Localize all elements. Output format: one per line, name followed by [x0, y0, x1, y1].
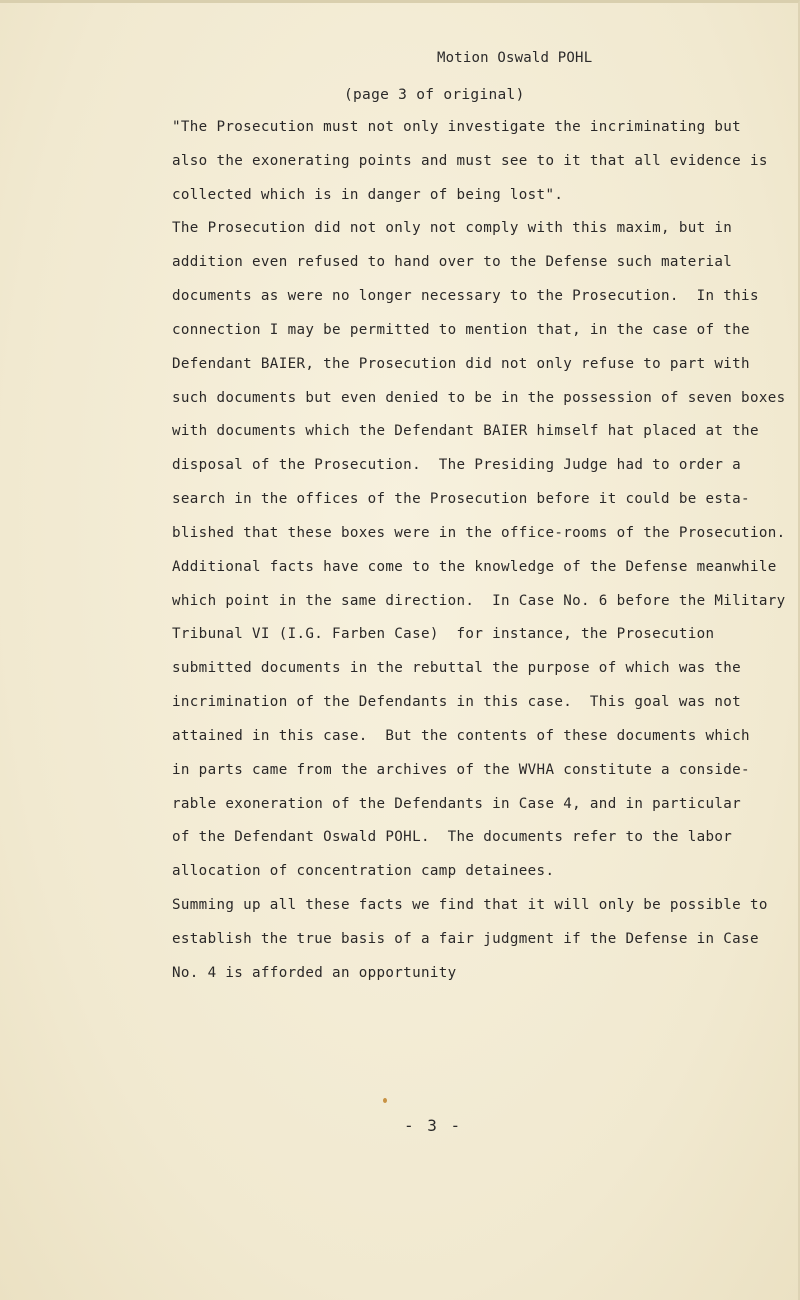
text-line-6: documents as were no longer necessary to the Prosecution. In this — [172, 288, 759, 304]
text-line-1: "The Prosecution must not only investigate the incriminating but — [172, 119, 742, 135]
text-line-26: No. 4 is afforded an opportunity — [172, 965, 457, 981]
text-line-12: search in the offices of the Prosecution before it could be esta- — [172, 491, 750, 507]
text-line-20: in parts came from the archives of the WVHA constitute a conside- — [172, 762, 750, 778]
page-number: - 3 - — [404, 1116, 463, 1135]
text-line-23: allocation of concentration camp detainees. — [172, 863, 555, 879]
document-header: Motion Oswald POHL — [437, 50, 593, 66]
text-line-10: with documents which the Defendant BAIER himself hat placed at the — [172, 423, 759, 439]
text-line-17: submitted documents in the rebuttal the purpose of which was the — [172, 660, 742, 676]
text-line-25: establish the true basis of a fair judgment if the Defense in Case — [172, 931, 759, 947]
text-line-5: addition even refused to hand over to the Defense such material — [172, 254, 733, 270]
text-line-11: disposal of the Prosecution. The Presiding Judge had to order a — [172, 457, 742, 473]
text-line-8: Defendant BAIER, the Prosecution did not only refuse to part with — [172, 356, 750, 372]
text-line-14: Additional facts have come to the knowledge of the Defense meanwhile — [172, 559, 777, 575]
page-reference: (page 3 of original) — [344, 87, 525, 103]
text-line-22: of the Defendant Oswald POHL. The documents refer to the labor — [172, 829, 733, 845]
text-line-21: rable exoneration of the Defendants in Case 4, and in particular — [172, 796, 742, 812]
text-line-19: attained in this case. But the contents of these documents which — [172, 728, 750, 744]
text-line-13: blished that these boxes were in the office-rooms of the Prosecution. — [172, 525, 786, 541]
text-line-7: connection I may be permitted to mention that, in the case of the — [172, 322, 750, 338]
text-line-3: collected which is in danger of being lost". — [172, 187, 564, 203]
text-line-18: incrimination of the Defendants in this case. This goal was not — [172, 694, 742, 710]
text-line-2: also the exonerating points and must see to it that all evidence is — [172, 153, 768, 169]
text-line-16: Tribunal VI (I.G. Farben Case) for instance, the Prosecution — [172, 626, 715, 642]
text-line-9: such documents but even denied to be in the possession of seven boxes — [172, 390, 786, 406]
text-line-4: The Prosecution did not only not comply with this maxim, but in — [172, 220, 733, 236]
paper-stain — [383, 1098, 387, 1103]
text-line-24: Summing up all these facts we find that it will only be possible to — [172, 897, 768, 913]
text-line-15: which point in the same direction. In Case No. 6 before the Military — [172, 593, 786, 609]
